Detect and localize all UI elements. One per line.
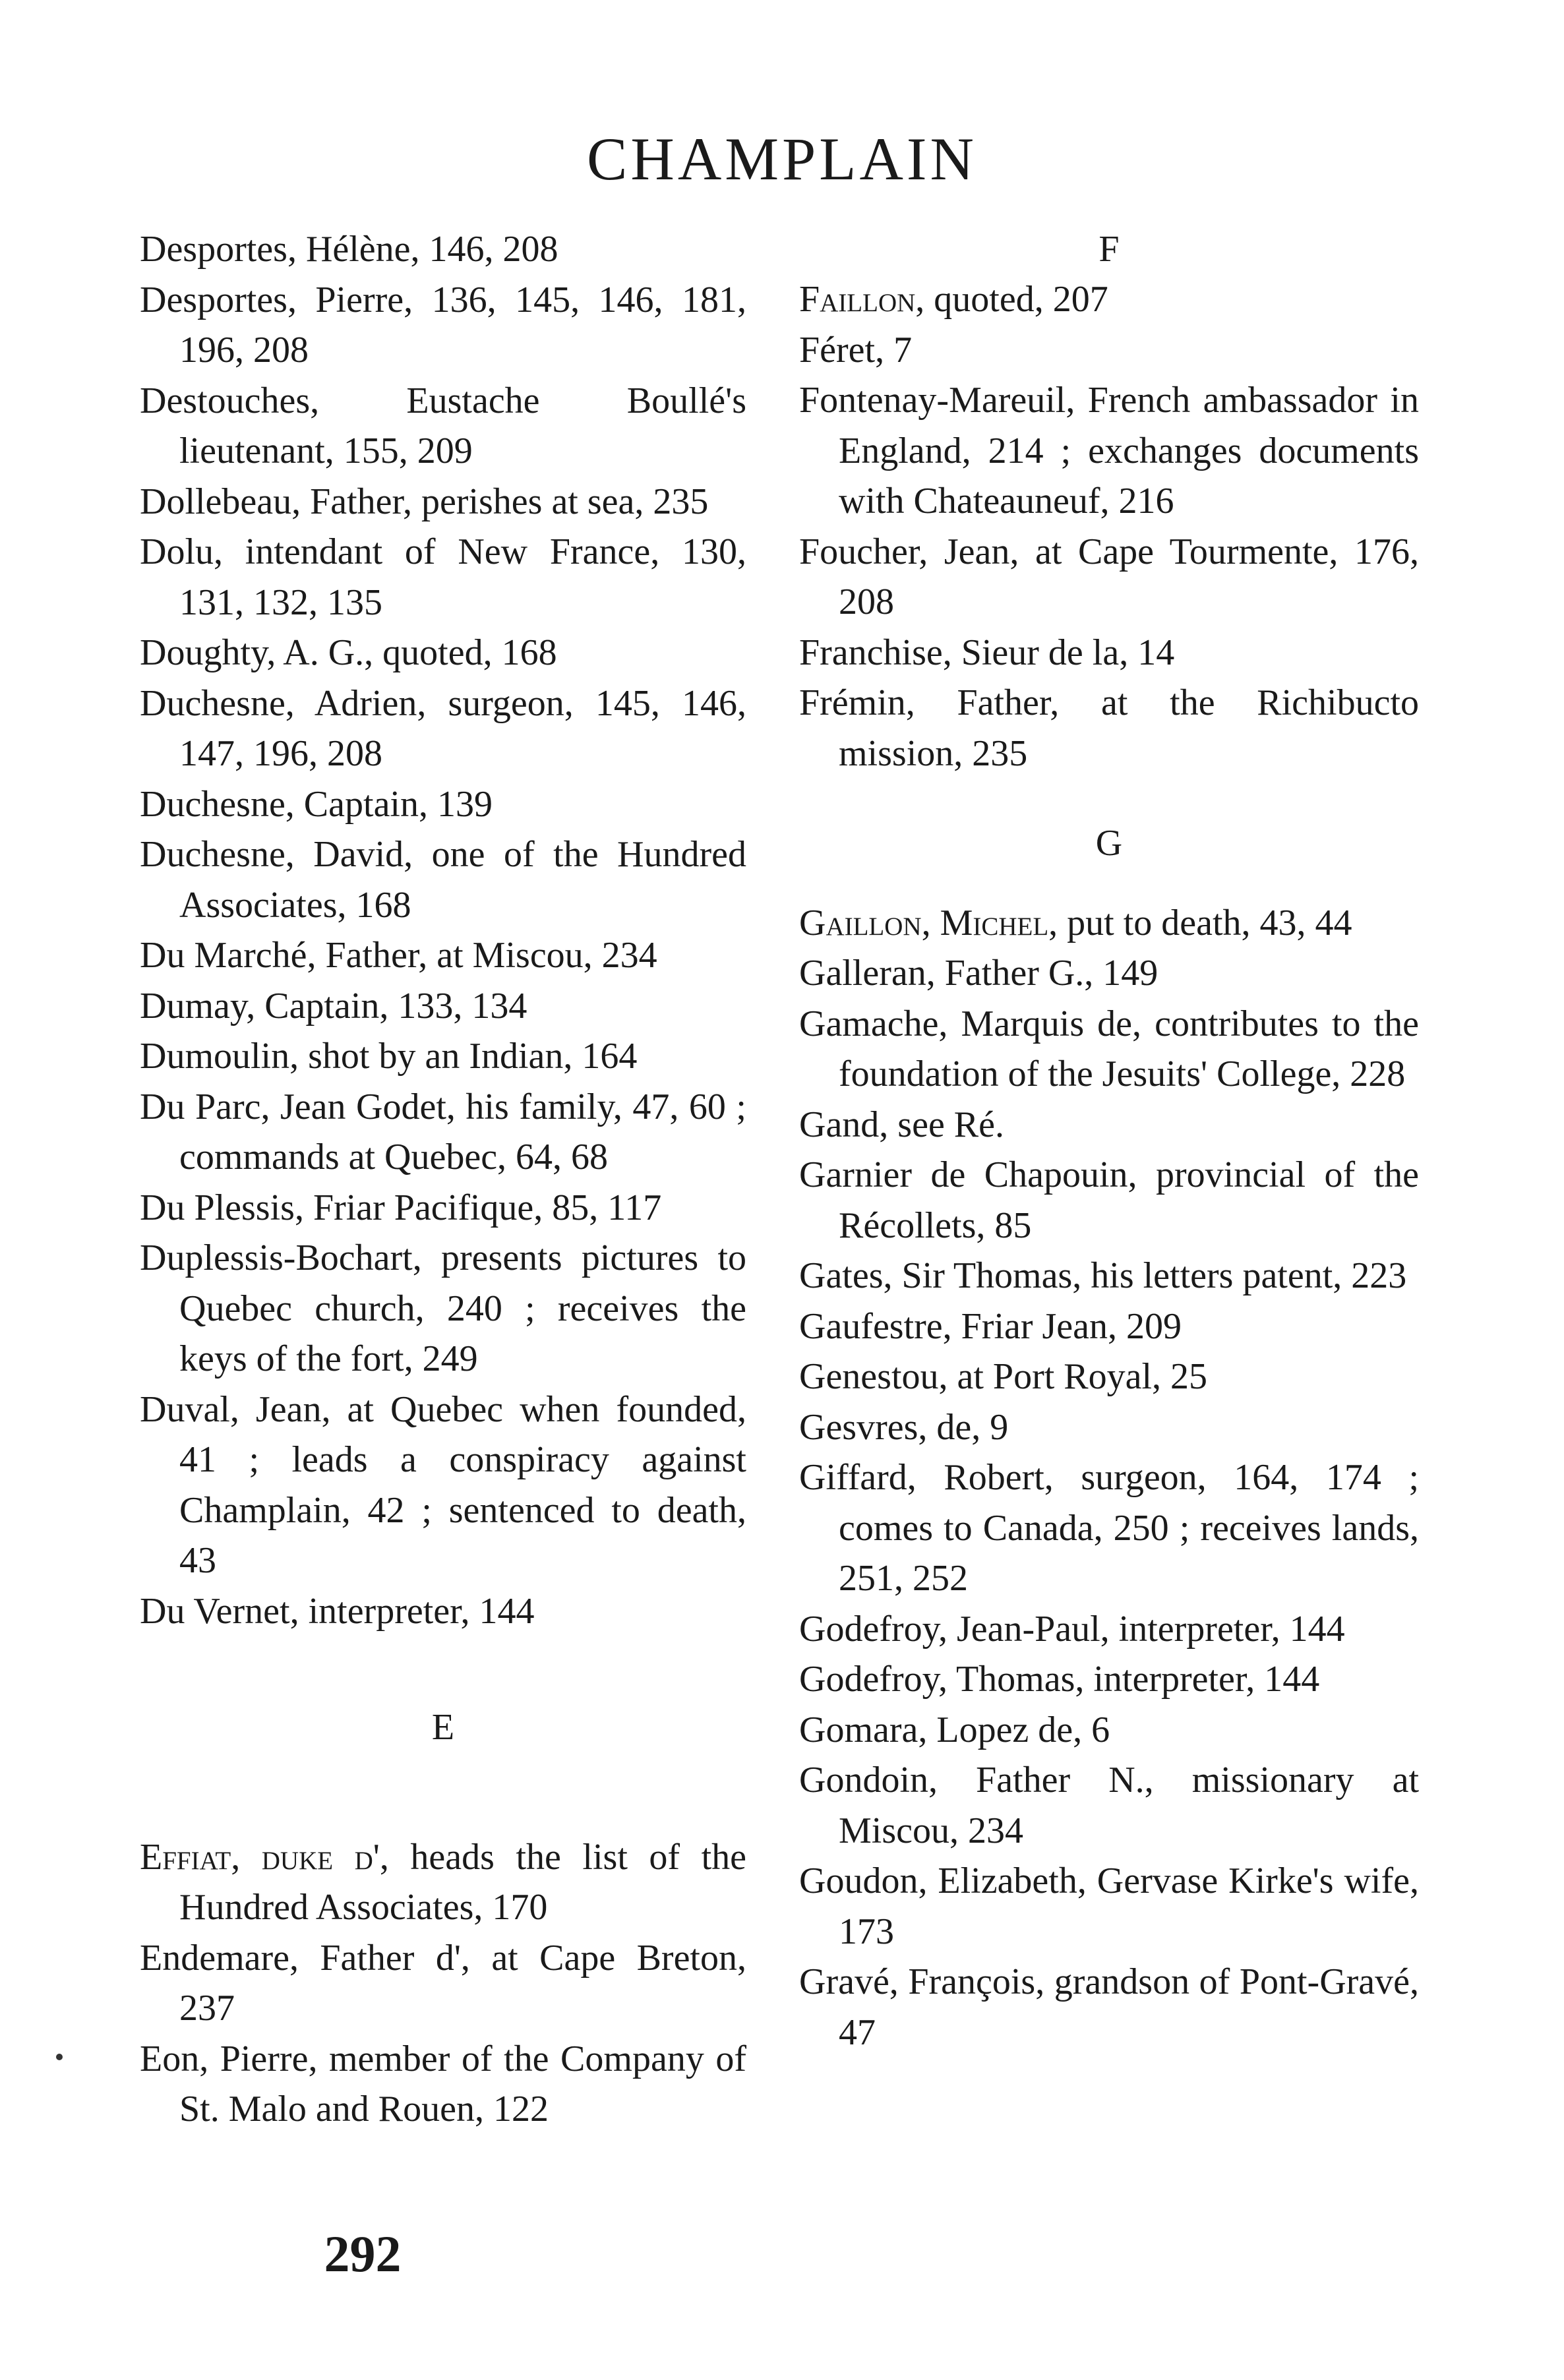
index-entry: Fontenay-Mareuil, French ambassador in England, 214 ; exchanges documents with Chateauneuf, 216 — [799, 380, 1419, 521]
index-entry: Galleran, Father G., 149 — [799, 953, 1158, 994]
index-entry: Gand, see Ré. — [799, 1104, 1005, 1145]
index-entry: Duplessis-Bochart, presents pictures to Quebec church, 240 ; receives the keys of the fort, 249 — [140, 1237, 746, 1379]
index-entry: Foucher, Jean, at Cape Tourmente, 176, 208 — [799, 531, 1419, 622]
index-entry: Desportes, Pierre, 136, 145, 146, 181, 196, 208 — [140, 279, 746, 371]
index-entry: Giffard, Robert, surgeon, 164, 174 ; comes to Canada, 250 ; receives lands, 251, 252 — [799, 1457, 1419, 1599]
index-entry: Frémin, Father, at the Richibucto mission, 235 — [799, 682, 1419, 774]
index-entry: Desportes, Hélène, 146, 208 — [140, 229, 558, 270]
index-entry: Eon, Pierre, member of the Company of St. Malo and Rouen, 122 — [140, 2038, 746, 2129]
entry-head: Gaillon, Michel — [799, 902, 1049, 943]
index-entry: Du Plessis, Friar Pacifique, 85, 117 — [140, 1187, 662, 1228]
index-entry: Du Vernet, interpreter, 144 — [140, 1590, 535, 1632]
index-entry-effiat — [140, 1832, 746, 1933]
index-entry: Du Marché, Father, at Miscou, 234 — [140, 935, 657, 976]
index-entry-faillon — [799, 274, 1419, 325]
index-entry: Dumay, Captain, 133, 134 — [140, 985, 527, 1026]
index-entry: Destouches, Eustache Boullé's lieutenant, 155, 209 — [140, 380, 746, 471]
index-entry: Franchise, Sieur de la, 14 — [799, 632, 1175, 673]
entry-text: , quoted, 207 — [915, 279, 1108, 320]
index-entry: Duchesne, Captain, 139 — [140, 783, 493, 825]
entries-f-list — [799, 325, 1419, 779]
index-entry: Goudon, Elizabeth, Gervase Kirke's wife, 173 — [799, 1860, 1419, 1952]
index-entry: Godefroy, Thomas, interpreter, 144 — [799, 1659, 1320, 1700]
running-head: CHAMPLAIN — [587, 125, 977, 193]
index-entry: Genestou, at Port Royal, 25 — [799, 1356, 1208, 1397]
index-entry: Dolu, intendant of New France, 130, 131, 132, 135 — [140, 531, 746, 623]
entry-text: , put to death, 43, 44 — [1048, 902, 1352, 943]
index-entry: Gomara, Lopez de, 6 — [799, 1709, 1110, 1750]
entries-d-list — [140, 224, 746, 1636]
index-entry: Dumoulin, shot by an Indian, 164 — [140, 1036, 638, 1077]
index-entry: Gates, Sir Thomas, his letters patent, 223 — [799, 1255, 1407, 1296]
index-entry-gaillon — [799, 898, 1419, 949]
page-number: 292 — [324, 2225, 402, 2282]
index-entry: Gravé, François, grandson of Pont-Gravé, 47 — [799, 1961, 1419, 2053]
index-entry: Doughty, A. G., quoted, 168 — [140, 632, 557, 673]
index-entry: Gamache, Marquis de, contributes to the foundation of the Jesuits' College, 228 — [799, 1003, 1419, 1094]
index-entry: Duchesne, David, one of the Hundred Associates, 168 — [140, 834, 746, 926]
index-entry: Duchesne, Adrien, surgeon, 145, 146, 147, 196, 208 — [140, 682, 746, 774]
left-column — [140, 224, 746, 2135]
index-entry: Féret, 7 — [799, 329, 913, 371]
index-entry: Garnier de Chapouin, provincial of the Récollets, 85 — [799, 1154, 1419, 1246]
entries-e-list — [140, 1933, 746, 2135]
index-entry: Gaufestre, Friar Jean, 209 — [799, 1305, 1182, 1347]
index-entry: Endemare, Father d', at Cape Breton, 237 — [140, 1937, 746, 2029]
entry-head: Faillon — [799, 279, 916, 320]
index-entry: Gondoin, Father N., missionary at Miscou, 234 — [799, 1760, 1419, 1851]
section-letter-f: F — [1098, 229, 1120, 270]
index-entry: Godefroy, Jean-Paul, interpreter, 144 — [799, 1608, 1345, 1650]
index-entry: Duval, Jean, at Quebec when founded, 41 ; leads a conspiracy against Champlain, 42 ; sentenced to death, 43 — [140, 1388, 746, 1581]
section-letter-e: E — [431, 1707, 455, 1748]
margin-speck — [56, 2054, 63, 2060]
index-entry: Gesvres, de, 9 — [799, 1406, 1009, 1448]
index-entry: Du Parc, Jean Godet, his family, 47, 60 ; commands at Quebec, 64, 68 — [140, 1086, 746, 1177]
right-column — [799, 224, 1419, 2058]
entries-g-list — [799, 948, 1419, 2058]
section-letter-g: G — [1095, 823, 1123, 864]
entry-head: Effiat, duke d' — [140, 1836, 380, 1878]
index-entry: Dollebeau, Father, perishes at sea, 235 — [140, 481, 709, 522]
entry-text: , heads the list of the Hundred Associates, 170 — [179, 1836, 747, 1928]
